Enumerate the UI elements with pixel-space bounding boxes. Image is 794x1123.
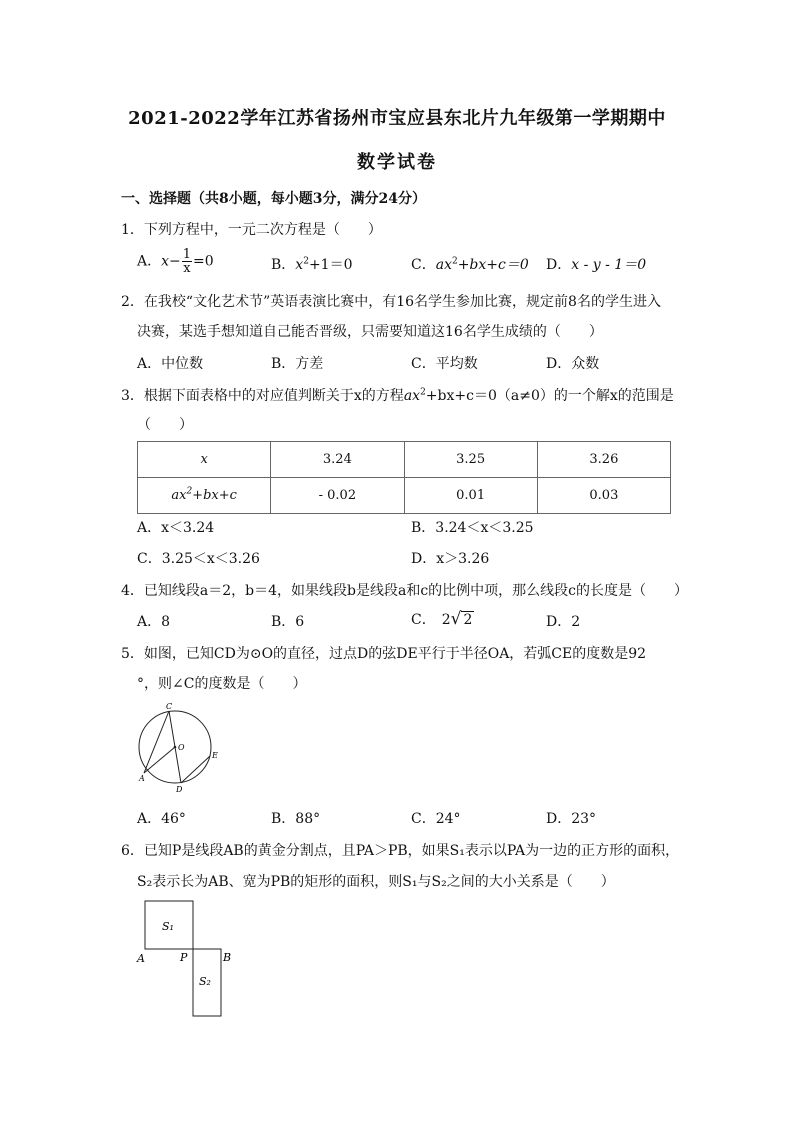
q5-option-a: A．46° <box>137 811 186 827</box>
label-a: A <box>139 774 145 783</box>
q5-option-b: B．88° <box>271 811 321 827</box>
chord-de <box>181 756 210 783</box>
q3-stem-line2: （ ） <box>137 417 193 433</box>
q2-stem-line2: 决赛，某选手想知道自己能否晋级，只需要知道这16名学生成绩的（ ） <box>137 324 603 340</box>
q3-stem-line1: 3．根据下面表格中的对应值判断关于x的方程$ax^2+bx+c=0(a\ne 0)$的一个解x的范围是 <box>121 387 674 404</box>
q5-option-d: D．23° <box>546 811 597 827</box>
label-a: A <box>137 952 145 965</box>
q6-stem-line2: S₂表示长为AB、宽为PB的矩形的面积，则S₁与S₂之间的大小关系是（ ） <box>137 874 615 890</box>
label-s1: S₁ <box>162 920 174 933</box>
q3-value-table <box>137 441 671 514</box>
q5-option-c: C．24° <box>411 811 461 827</box>
label-o: O <box>178 743 185 752</box>
table-cell: 0.03 <box>537 478 670 514</box>
q4-stem: 4．已知线段a＝2，b＝4，如果线段b是线段a和c的比例中项，那么线段c的长度是（ ） <box>121 583 689 599</box>
section-heading: 一、选择题（共8小题，每小题3分，满分24分） <box>121 191 426 207</box>
q1-stem: 1．下列方程中，一元二次方程是（ ） <box>121 222 382 238</box>
fraction: $\frac{1}{x}$ <box>182 247 192 276</box>
label-p: P <box>180 951 188 964</box>
q3-option-c: C．3.25＜x＜3.26 <box>137 551 260 567</box>
table-row <box>138 442 671 478</box>
table-cell: 0.01 <box>404 478 537 514</box>
table-cell: 3.25 <box>404 442 537 478</box>
q5-circle-figure <box>134 700 224 796</box>
q2-option-a: A．中位数 <box>137 356 204 372</box>
equation-rest: =0 <box>193 253 214 270</box>
q2-stem-line1: 2．在我校“文化艺术节”英语表演比赛中，有16名学生参加比赛，规定前8名的学生进入 <box>121 294 661 310</box>
q3-option-d: D．x＞3.26 <box>411 551 490 567</box>
q4-option-b: B．6 <box>271 614 305 630</box>
q2-option-d: D．众数 <box>546 356 600 372</box>
q2-option-c: C．平均数 <box>411 356 478 372</box>
label-b: B <box>223 951 232 964</box>
table-cell: 3.26 <box>537 442 670 478</box>
q5-stem-line1: 5．如图，已知CD为⊙O的直径，过点D的弦DE平行于半径OA，若弧CE的度数是92 <box>121 646 647 662</box>
chord-ca <box>144 711 169 773</box>
q1-option-b: B．$x^2+1=0$ <box>271 256 353 273</box>
var-x: x <box>161 253 170 270</box>
label-e: E <box>212 751 218 760</box>
label-c: C <box>166 702 173 711</box>
q3-option-b: B．3.24＜x＜3.25 <box>411 520 534 536</box>
q4-option-a: A．8 <box>137 614 171 630</box>
table-cell: $ax^2+bx+c$ <box>138 478 271 514</box>
q4-option-c: C． 2√ 2 <box>411 609 473 629</box>
q3-option-a: A．x＜3.24 <box>137 520 215 536</box>
table-cell: - 0.02 <box>271 478 404 514</box>
q2-option-b: B．方差 <box>271 356 324 372</box>
radius-oa <box>144 747 175 773</box>
q5-stem-line2: °，则∠C的度数是（ ） <box>137 676 307 692</box>
table-cell: x <box>138 442 271 478</box>
exam-title: 2021-2022学年江苏省扬州市宝应县东北片九年级第一学期期中 <box>128 108 666 129</box>
q6-golden-section-figure <box>134 897 244 1021</box>
q6-stem-line1: 6．已知P是线段AB的黄金分割点，且PA＞PB，如果S₁表示以PA为一边的正方形的面积， <box>121 843 680 859</box>
q4-option-d: D．2 <box>546 614 581 630</box>
minus-sign: − <box>169 253 181 270</box>
exam-subtitle: 数学试卷 <box>357 152 437 173</box>
q1-option-a <box>137 248 214 275</box>
option-label: A． <box>137 253 162 270</box>
q1-option-d: D．x - y - 1＝0 <box>546 257 647 273</box>
table-row <box>138 478 671 514</box>
label-d: D <box>176 785 183 794</box>
q1-option-c: C．$ax^2+bx+c=0$ <box>411 256 529 273</box>
table-cell: 3.24 <box>271 442 404 478</box>
label-s2: S₂ <box>199 975 211 988</box>
